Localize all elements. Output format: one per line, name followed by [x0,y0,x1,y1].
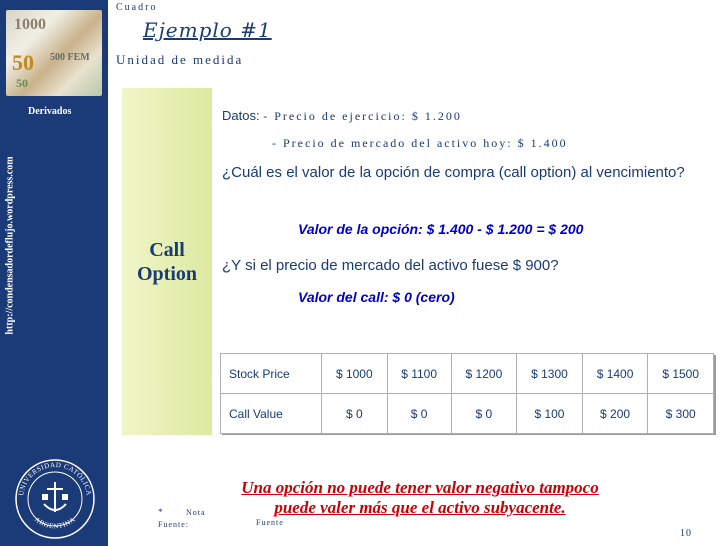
banknote-50-small: 50 [16,76,28,90]
sidebar [0,0,108,546]
table-cell: Call Value [221,394,322,434]
table-cell: $ 0 [387,394,451,434]
banknote-500: 500 FEM [50,52,90,63]
banknote-1000: 1000 [14,16,46,33]
seal-text-top: UNIVERSIDAD CATÓLICA [17,460,93,497]
table-cell: $ 100 [517,394,583,434]
slide-title: Ejemplo #1 [143,18,272,42]
blog-url: http://condensadordeflujo.wordpress.com [4,156,16,335]
datos-label: Datos: [222,108,260,123]
fuente-value: Fuente [256,518,284,527]
table-cell: $ 1400 [582,354,648,394]
question-2: ¿Y si el precio de mercado del activo fuese $ 900? [222,257,559,274]
table-cell: Stock Price [221,354,322,394]
cuadro-label: Cuadro [116,2,158,13]
banknote-50: 50 [12,50,34,75]
fuente-label: Fuente: [158,520,189,529]
nota-label: Nota [186,508,206,517]
conclusion-line-1: Una opción no puede tener valor negativo tampoco [241,478,599,497]
table-cell: $ 1200 [451,354,517,394]
table-cell: $ 1100 [387,354,451,394]
table-cell: $ 200 [582,394,648,434]
section-label: Derivados [28,106,72,117]
unidad-label: Unidad de medida [116,52,244,67]
nota-star: * [158,507,163,517]
svg-text:ARGENTINA [33,515,77,530]
datos-item-2: - Precio de mercado del activo hoy: $ 1.400 [272,136,568,150]
seal-text-bottom: ARGENTINA [33,515,77,531]
table-cell: $ 300 [648,394,714,434]
conclusion-line-2: puede valer más que el activo subyacente. [274,498,566,517]
datos-line-1 [222,108,462,124]
answer-2: Valor del call: $ 0 (cero) [298,289,455,305]
call-option-line1: Call [149,239,185,261]
page-number: 10 [680,528,692,539]
call-option-box [122,88,212,435]
table-row-stock-price [221,354,714,394]
answer-1: Valor de la opción: $ 1.400 - $ 1.200 = $ 200 [298,221,584,237]
table-cell: $ 0 [451,394,517,434]
banknotes-image [6,10,102,96]
table-cell: $ 1500 [648,354,714,394]
table-cell: $ 1000 [322,354,388,394]
call-option-title [122,238,212,286]
university-seal-icon [14,458,96,540]
datos-item-1: - Precio de ejercicio: $ 1.200 [263,109,462,123]
call-value-table [220,353,714,434]
table-row-call-value [221,394,714,434]
table-cell: $ 0 [322,394,388,434]
call-option-line2: Option [136,263,198,285]
question-1: ¿Cuál es el valor de la opción de compra (call option) al vencimiento? [222,164,685,181]
conclusion-text [140,478,700,518]
table-cell: $ 1300 [517,354,583,394]
